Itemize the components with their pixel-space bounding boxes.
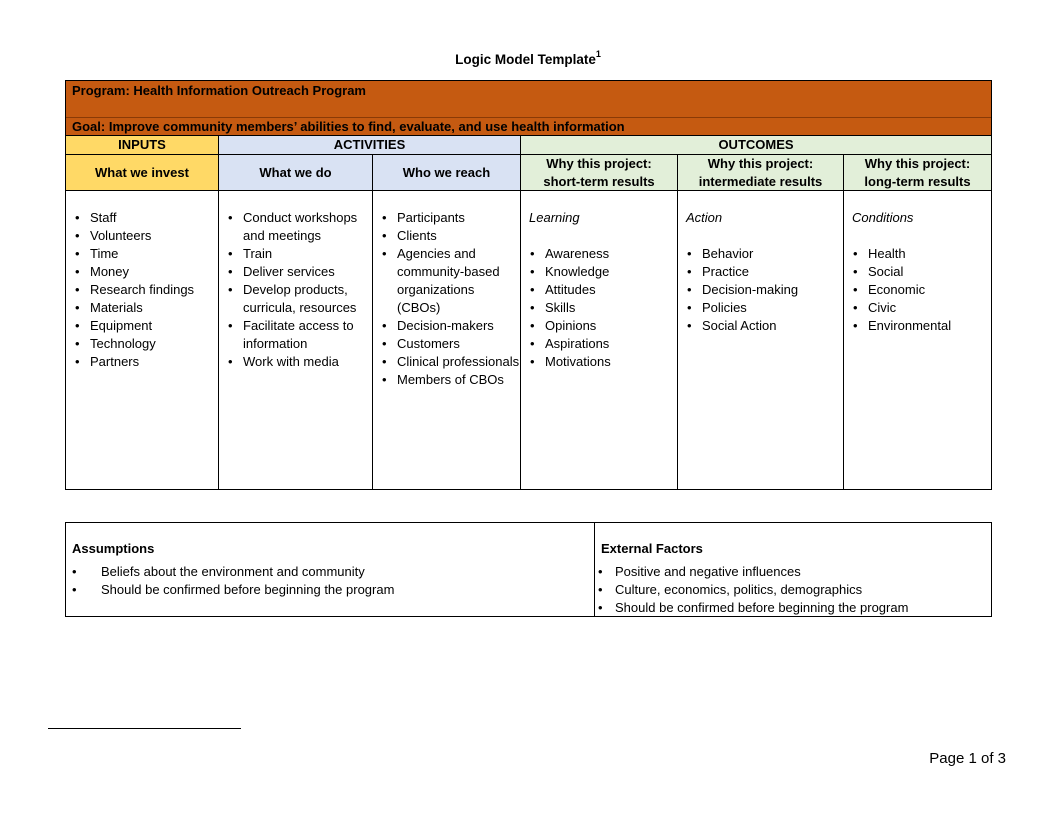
column-body-short-term bbox=[521, 191, 678, 489]
list-item: • Awareness bbox=[527, 245, 677, 263]
assumptions-list bbox=[72, 563, 594, 599]
list-item: • Behavior bbox=[684, 245, 843, 263]
section-activities: ACTIVITIES bbox=[219, 136, 521, 155]
list-item: • Time bbox=[72, 245, 218, 263]
list-item: • Skills bbox=[527, 299, 677, 317]
external-factors-list bbox=[601, 563, 991, 617]
list-item: • Should be confirmed before beginning the program bbox=[72, 581, 594, 599]
column-body-what-we-do bbox=[219, 191, 373, 489]
program-band bbox=[66, 81, 991, 136]
list-item: • Health bbox=[850, 245, 991, 263]
list-item: • Aspirations bbox=[527, 335, 677, 353]
column-header-text: What we do bbox=[259, 164, 332, 180]
participants-list bbox=[379, 209, 520, 389]
page-number: Page 1 of 3 bbox=[929, 750, 1006, 767]
list-item: • Opinions bbox=[527, 317, 677, 335]
footnote-separator bbox=[48, 728, 241, 729]
list-item: • Train bbox=[225, 245, 372, 263]
list-item: • Motivations bbox=[527, 353, 677, 371]
column-header-text: Why this project: bbox=[546, 155, 652, 171]
outcome-category-label: Action bbox=[686, 210, 723, 225]
list-item: • Attitudes bbox=[527, 281, 677, 299]
column-body-inputs bbox=[66, 191, 219, 489]
logic-model-table bbox=[65, 80, 992, 490]
list-item: • Clinical professionals bbox=[379, 353, 520, 371]
list-item: • Equipment bbox=[72, 317, 218, 335]
long-term-list bbox=[850, 245, 991, 335]
activities-list bbox=[225, 209, 372, 371]
list-item: • Clients bbox=[379, 227, 520, 245]
column-header-long-term bbox=[844, 155, 991, 191]
list-item: • Beliefs about the environment and community bbox=[72, 563, 594, 581]
list-item: • Research findings bbox=[72, 281, 218, 299]
list-item: • Participants bbox=[379, 209, 520, 227]
column-header-text: Who we reach bbox=[402, 164, 491, 180]
assumptions-cell bbox=[66, 523, 595, 616]
list-item: • Materials bbox=[72, 299, 218, 317]
list-item: • Environmental bbox=[850, 317, 991, 335]
document-title-text: Logic Model Template bbox=[455, 52, 596, 67]
inputs-list bbox=[72, 209, 218, 371]
list-item: • Knowledge bbox=[527, 263, 677, 281]
list-item: • Deliver services bbox=[225, 263, 372, 281]
footnote-mark: 1 bbox=[595, 49, 601, 59]
external-factors-heading: External Factors bbox=[601, 541, 703, 556]
column-header-subtext: long-term results bbox=[864, 173, 971, 189]
column-body-who-we-reach bbox=[373, 191, 521, 489]
assumptions-external-factors-table bbox=[65, 522, 992, 617]
column-header-subtext: intermediate results bbox=[698, 173, 823, 189]
list-item: • Social bbox=[850, 263, 991, 281]
column-header-what-we-invest bbox=[66, 155, 219, 191]
external-factors-cell bbox=[595, 523, 991, 616]
goal-line: Goal: Improve community members’ abilities to find, evaluate, and use health information bbox=[72, 119, 625, 134]
list-item: • Facilitate access to information bbox=[225, 317, 372, 353]
list-item: • Staff bbox=[72, 209, 218, 227]
list-item: • Conduct workshops and meetings bbox=[225, 209, 372, 245]
list-item: • Should be confirmed before beginning the program bbox=[601, 599, 991, 617]
list-item: • Decision-makers bbox=[379, 317, 520, 335]
list-item: • Money bbox=[72, 263, 218, 281]
document-title bbox=[0, 49, 1056, 67]
list-item: • Decision-making bbox=[684, 281, 843, 299]
column-header-intermediate bbox=[678, 155, 844, 191]
intermediate-list bbox=[684, 245, 843, 335]
program-line: Program: Health Information Outreach Program bbox=[72, 83, 366, 98]
section-outcomes: OUTCOMES bbox=[521, 136, 991, 155]
column-header-who-we-reach bbox=[373, 155, 521, 191]
list-item: • Volunteers bbox=[72, 227, 218, 245]
column-body-intermediate bbox=[678, 191, 844, 489]
list-item: • Develop products, curricula, resources bbox=[225, 281, 372, 317]
section-inputs: INPUTS bbox=[66, 136, 219, 155]
assumptions-heading: Assumptions bbox=[72, 541, 155, 556]
column-header-text: What we invest bbox=[95, 164, 189, 180]
outcome-category-label: Conditions bbox=[852, 210, 914, 225]
outcome-category-label: Learning bbox=[529, 210, 580, 225]
list-item: • Policies bbox=[684, 299, 843, 317]
column-header-what-we-do bbox=[219, 155, 373, 191]
list-item: • Technology bbox=[72, 335, 218, 353]
short-term-list bbox=[527, 245, 677, 371]
list-item: • Culture, economics, politics, demographics bbox=[601, 581, 991, 599]
column-header-short-term bbox=[521, 155, 678, 191]
list-item: • Social Action bbox=[684, 317, 843, 335]
list-item: • Members of CBOs bbox=[379, 371, 520, 389]
column-body-long-term bbox=[844, 191, 991, 489]
list-item: • Economic bbox=[850, 281, 991, 299]
list-item: • Agencies and community-based organizations (CBOs) bbox=[379, 245, 520, 317]
list-item: • Customers bbox=[379, 335, 520, 353]
list-item: • Work with media bbox=[225, 353, 372, 371]
column-header-text: Why this project: bbox=[707, 155, 814, 171]
list-item: • Partners bbox=[72, 353, 218, 371]
list-item: • Positive and negative influences bbox=[601, 563, 991, 581]
list-item: • Practice bbox=[684, 263, 843, 281]
column-header-subtext: short-term results bbox=[543, 173, 655, 189]
program-goal-divider bbox=[66, 117, 991, 118]
column-header-text: Why this project: bbox=[864, 155, 971, 171]
list-item: • Civic bbox=[850, 299, 991, 317]
